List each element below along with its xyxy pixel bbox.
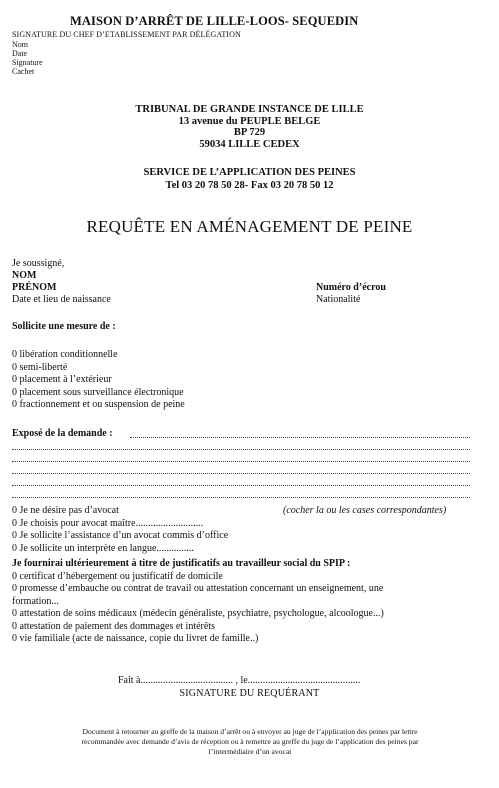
footer-line: recommandée avec demande d’avis de réception ou à remettre au greffe du juge de l’application des peines par xyxy=(81,737,419,746)
expose-line[interactable] xyxy=(12,449,470,450)
justificatifs-list xyxy=(12,558,482,646)
expose-label: Exposé de la demande : xyxy=(12,428,113,439)
field-signature: Signature xyxy=(12,58,43,67)
tribunal-line: BP 729 xyxy=(233,127,266,138)
service-contact: Tel 03 20 78 50 28- Fax 03 20 78 50 12 xyxy=(165,179,334,191)
fait-a-line[interactable]: Fait à..................................... , le............................................. xyxy=(118,675,361,686)
justificatif-option-continued: formation... xyxy=(12,595,59,607)
tribunal-line: TRIBUNAL DE GRANDE INSTANCE DE LILLE xyxy=(135,104,364,115)
footer-instructions xyxy=(34,727,466,757)
tribunal-line: 13 avenue du PEUPLE BELGE xyxy=(178,115,321,127)
expose-line[interactable] xyxy=(12,473,470,474)
institution-title: MAISON D’ARRÊT DE LILLE-LOOS- SEQUEDIN xyxy=(70,14,359,28)
identity-intro: Je soussigné, xyxy=(12,258,65,269)
avocat-option[interactable]: 0 Je sollicite un interprète en langue............... xyxy=(12,542,194,554)
document-title: REQUÊTE EN AMÉNAGEMENT DE PEINE xyxy=(86,217,413,236)
service-block xyxy=(0,167,499,192)
tribunal-line: 59034 LILLE CEDEX xyxy=(199,138,300,150)
avocat-option[interactable]: 0 Je ne désire pas d’avocat xyxy=(12,505,119,516)
justificatif-option[interactable]: 0 vie familiale (acte de naissance, copie du livret de famille..) xyxy=(12,633,259,644)
measure-option[interactable]: 0 fractionnement et ou suspension de peine xyxy=(12,399,185,410)
checkbox-note: (cocher la ou les cases correspondantes) xyxy=(283,505,447,516)
signature-delegation-line: SIGNATURE DU CHEF D’ETABLISSEMENT PAR DÉLÉGATION xyxy=(12,30,241,39)
field-date: Date xyxy=(12,49,28,58)
signature-label: SIGNATURE DU REQUÉRANT xyxy=(179,688,320,699)
tribunal-address xyxy=(0,104,499,150)
identity-ecrou: Numéro d’écrou xyxy=(316,282,386,293)
identity-prenom: PRÉNOM xyxy=(12,282,57,293)
identity-birth: Date et lieu de naissance xyxy=(12,294,111,305)
avocat-option[interactable]: 0 Je choisis pour avocat maître........................... xyxy=(12,517,204,529)
expose-line[interactable] xyxy=(12,497,470,498)
field-nom: Nom xyxy=(12,40,28,49)
justificatif-option[interactable]: 0 attestation de paiement des dommages et intérêts xyxy=(12,620,215,632)
identity-nom: NOM xyxy=(12,270,37,281)
avocat-option[interactable]: 0 Je sollicite l’assistance d’un avocat commis d’office xyxy=(12,530,229,541)
measures-list xyxy=(12,349,185,412)
justificatif-option[interactable]: 0 certificat d’hébergement ou justificatif de domicile xyxy=(12,570,223,582)
expose-line[interactable] xyxy=(12,485,470,486)
measure-option[interactable]: 0 placement à l’extérieur xyxy=(12,374,112,385)
measure-option[interactable]: 0 semi-liberté xyxy=(12,361,68,373)
service-name: SERVICE DE L’APPLICATION DES PEINES xyxy=(143,167,356,178)
justificatif-option[interactable]: 0 promesse d’embauche ou contrat de travail ou attestation concernant un enseignement, une xyxy=(12,583,384,594)
footer-line: Document à retourner au greffe de la maison d’arrêt ou à envoyer au juge de l’application des peines par lettre xyxy=(82,727,418,736)
measures-heading: Sollicite une mesure de : xyxy=(12,321,116,332)
footer-line: l’intermédiaire d’un avocat xyxy=(208,747,292,756)
avocat-options xyxy=(12,505,482,555)
justificatifs-heading: Je fournirai ultérieurement à titre de justificatifs au travailleur social du SPIP : xyxy=(12,558,351,569)
measure-option[interactable]: 0 libération conditionnelle xyxy=(12,349,118,360)
expose-line[interactable] xyxy=(12,461,470,462)
field-cachet: Cachet xyxy=(12,67,35,76)
signature-fields xyxy=(12,40,43,76)
expose-line[interactable] xyxy=(130,437,470,438)
measure-option[interactable]: 0 placement sous surveillance électronique xyxy=(12,386,184,398)
justificatif-option[interactable]: 0 attestation de soins médicaux (médecin généraliste, psychiatre, psychologue, alcoologue...) xyxy=(12,608,384,619)
identity-nationalite: Nationalité xyxy=(316,294,361,305)
